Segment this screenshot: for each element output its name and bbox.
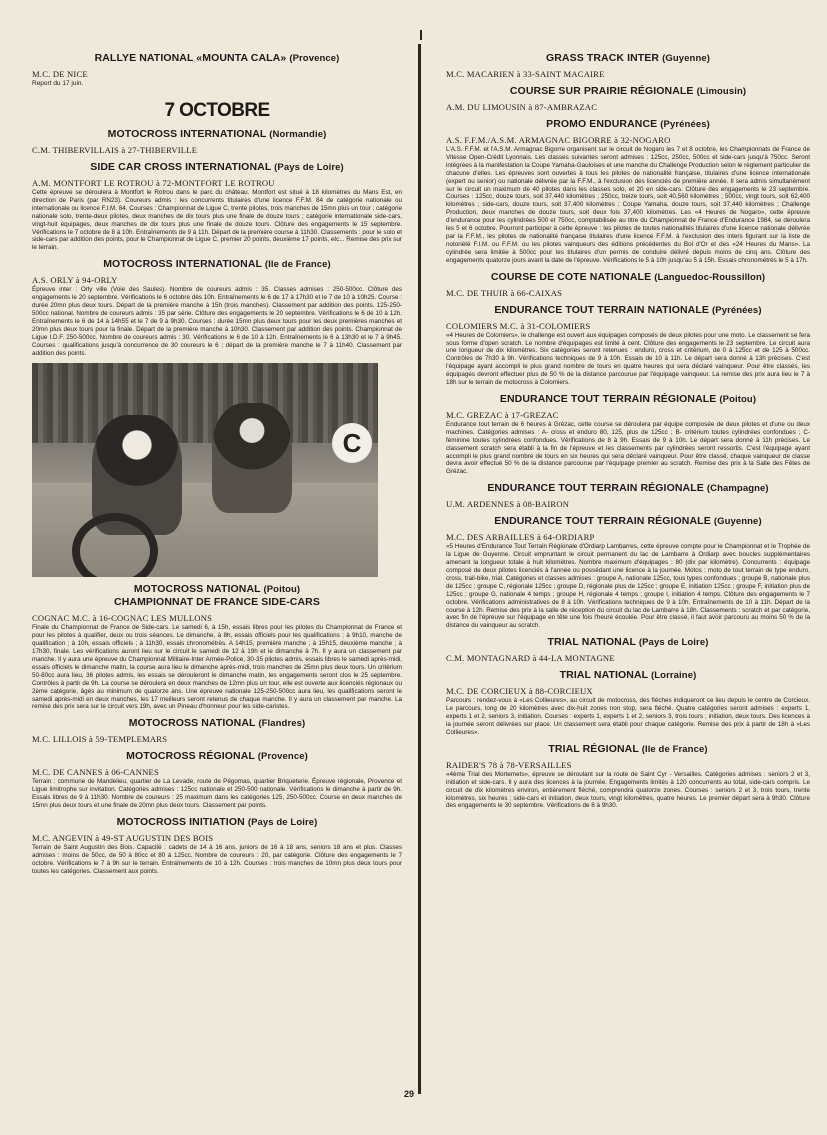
section-title-text: PROMO ENDURANCE (546, 118, 658, 130)
section-title-text: MOTOCROSS NATIONAL (128, 717, 256, 730)
section-title-text: COURSE SUR PRAIRIE RÉGIONALE (509, 85, 694, 97)
section-region: (Provence) (289, 53, 340, 64)
section-title-text: RALLYE NATIONAL «MOUNTA CALA» (94, 52, 287, 64)
section-region: (Flandres) (258, 718, 306, 730)
section-region: (Ile de France) (641, 743, 708, 755)
club-line: M.C. DE CORCIEUX à 88-CORCIEUX (446, 686, 593, 697)
section-region: (Pyrénées) (712, 304, 762, 316)
event-section (446, 118, 810, 265)
section-region: (Poitou) (719, 393, 757, 405)
section-title (32, 816, 402, 829)
left-column (32, 46, 402, 882)
event-section (32, 128, 402, 155)
photo-sign: C (332, 423, 372, 463)
section-title (446, 271, 810, 284)
event-section (446, 636, 810, 663)
section-title (32, 717, 402, 730)
event-section (32, 161, 402, 252)
section-title (32, 128, 402, 141)
section-body: «5 Heures d'Endurance Tout Terrain Régionale d'Ordiarp Lambarres, cette épreuve compte pour le Championnat et le Trophée de la Ligue de Guyenne. Circuit empruntant le circuit permanent du lac de Lambarre à Ordiarp avec boucles supplémentaires amenant la longueur totale à huit kilomètres. Nombre maximum d'équipages : 80 (dix par kilomètre). Concurrents : équipage composé de deux pilotes licenciés à l'année ou possédant une licence à la journée. Motos : moto de tout terrain de type enduro, cross, trail-bike, trial. Catégories et classes admises : groupe A, nationale 125cc, tous types confondues ; groupe B, nationale plus de 125cc ; groupe C, régionale 125cc ; groupe D, régionale plus de 125cc ; groupe E, initiation 125cc ; groupe F, initiation plus de 125cc ; groupe G, nationale 4 temps ; groupe H, régionale 4 temps ; groupe I, initiation 4 temps. Clôture des engagements le 7 octobre. Vérifications administratives de 8 à 10h. Vérifications techniques de 9 à 10h. Entraînements de 10 à 11h. Départ de la course à 12h. Remise des prix à la salle de réception du circuit du lac de Lambarre à 18h. Classements : scratch et par catégorie, avec fin de l'épreuve sur l'équipage en tête une fois l'heure écoulée. Pour être classé, il faut avoir parcouru au moins 50 % de la distance du vainqueur au scratch. (446, 543, 810, 630)
section-title (446, 52, 810, 65)
section-body: Cette épreuve se déroulera à Montfort le Rotrou dans le parc du château. Montfort est situé à 18 kilomètres du Mans Est, en direction de Paris (par RN23). Coureurs admis : les concurrents titulaires d'une licence F.F.M. 84 de catégorie nationale ou internationale ou licence F.I.M. 84. Courses : Championnat de Ligue C, trente pilotes, trois manches de 15mn plus un tour ; catégorie nationale solo, trente-deux pilotes, deux manches de dix tours plus une finale de douze tours ; catégorie internationale side-cars, vingt-huit équipages, deux manches de dix tours plus une finale de douze tours. Clôture des engagements le 15 septembre. Vérifications le 7 octobre de 8 à 10h. Entraînements de 9 à 11h. Départ de la première course à 11h30. Classements : pour le solo et side-cars par addition des points, pour le Championnat de Ligue C, premier 20 points, deuxième 17 points, etc... Remise des prix sur le terrain. (32, 189, 402, 252)
section-region: (Lorraine) (651, 670, 697, 682)
club-line: M.C. DE CANNES à 06-CANNES (32, 767, 159, 778)
photo-rider (212, 403, 292, 513)
section-body: «4 Heures de Colomiers», le challenge est ouvert aux équipages composés de deux pilotes pour une moto. Le classement se fera sous forme d'open scratch. Le nombre d'équipages est limité à cent. Clôture des engagements le 23 septembre. Le circuit aura une longueur de dix kilomètres. Six catégories seront retenues : enduro, cross et critérium, de 0 à 125cc et de 125 à 500cc. Contrôles de 7h30 à 9h. Vérifications techniques de 9 à 10h. Essais de 10 à 11h. Le départ sera donné à 13h précises. C'est l'équipage ayant accompli le plus grand nombre de tours en quatre heures qui sera déclaré vainqueur. Pour être classés, les équipages devront effectuer plus de 50 % de la distance parcourue par l'équipage vainqueur. La remise des prix aura lieu le 7 à 18h sur le terrain de motocross à Colomiers. (446, 331, 810, 387)
section-body: «4ème Trial des Mortemets», épreuve se déroulant sur la route de Saint Cyr - Versailles. Catégories admises : seniors 2 et 3, initiation et side-cars. Il y aura des licences à la journée. Engagements limités à 120 concurrents au total, side-cars compris. Le circuit de dix kilomètres environ, entièrement fléché, comprendra quatorze zones. Courses : seniors 2 et 3, trois tours, trente kilomètres, six heures ; side-cars et initiation, deux tours, vingt kilomètres, quatre heures. Le premier départ sera à 9h30. Clôture des engagements le 30 septembre. Vérifications de 8 à 9h30. (446, 770, 810, 810)
section-title-text: MOTOCROSS INITIATION (116, 816, 245, 828)
club-line: A.S. F.F.M./A.S.M. ARMAGNAC BIGORRE à 32-NOGARO (446, 135, 671, 145)
column-divider (418, 44, 421, 1094)
section-title (446, 118, 810, 131)
section-region: (Pays de Loire) (638, 637, 709, 649)
section-region: (Poitou) (263, 584, 301, 596)
section-region: (Pays de Loire) (247, 817, 318, 828)
section-body: Terrain : commune de Mandelieu, quartier de La Levade, route de Pégomas, quartier Briqueterie. Épreuve régionale, Provence et Ligue limitrophe sur invitation. Catégories admises : 125cc nationale et 250-500 nationale. Vérifications le dimanche à partir de 9h. Essais libres de 9 à 11h30. Nombre de coureurs : 25 maximum dans les catégories 125, 250-500cc. Course en deux manches de 15mn plus deux tours et une finale de 20mn plus deux tours. Classement par points. (32, 778, 402, 810)
event-section (446, 743, 810, 811)
section-title (32, 161, 402, 174)
section-title (446, 393, 810, 406)
club-line: M.C. DE THUIR à 66-CAIXAS (446, 287, 563, 298)
section-region: (Normandie) (269, 129, 327, 140)
club-line: C.M. THIBERVILLAIS à 27-THIBERVILLE (32, 145, 198, 155)
section-title-text: ENDURANCE TOUT TERRAIN RÉGIONALE (499, 392, 717, 405)
event-section (446, 515, 810, 630)
section-body: Parcours : rendez-vous à «Les Collieures», au circuit de motocross, des flèches indiqueront ce lieu depuis le centre de Corcieux. Le parcours, long de 20 kilomètres avec dix-huit zones non stop, sera fléché. Quatre catégories seront admises : experts 1, experts 1 et 2, seniors 3, initiation. Courses : experts 1, experts 1 et 2, seniors 3, trois tours ; initiation, deux tours. Des licences à la journée seront délivrées sur place. Un classement sera établi pour chaque catégorie. Remise des prix à partir de 18h à «Les Collieures». (446, 697, 810, 736)
section-title-text: MOTOCROSS INTERNATIONAL (107, 128, 267, 140)
club-line: COLOMIERS M.C. à 31-COLOMIERS (446, 320, 591, 331)
section-title-text: GRASS TRACK INTER (545, 52, 660, 64)
event-section (32, 258, 402, 357)
club-line: RAIDER'S 78 à 78-VERSAILLES (446, 759, 572, 770)
event-section (446, 669, 810, 737)
section-title (32, 750, 402, 763)
club-line: COGNAC M.C. à 16-COGNAC LES MULLONS (32, 613, 213, 624)
report-note: Report du 17 juin. (32, 80, 84, 87)
section-region: (Pyrénées) (660, 119, 710, 130)
club-line: C.M. MONTAGNARD à 44-LA MONTAGNE (446, 653, 615, 664)
club-line: M.C. DES ARBAILLES à 64-ORDIARP (446, 532, 595, 543)
section-body: Finale du Championnat de France de Side-cars. Le samedi 6, à 15h, essais libres pour les pilotes du Championnat de France et pour les pilotes à qualifier, deux ou trois séances. Le dimanche, à 8h, essais officiels pour les qualifications ; à 9h10, manche de qualification ; à 10h, essais officiels ; à 11h30, essais chronométrés. A 14h15, première manche ; à 15h15, deuxième manche ; à 17h30, finale. Les vérifications auront lieu sur le circuit le samedi de 12 à 19h et le dimanche à 7h. Il y aura un classement par manche. Il y aura une épreuve du Championnat Militaire-Inter Armée-Police, 30-35 pilotes admis, essais libres le samedi après-midi, essais officiels le dimanche matin, la course aura lieu le dimanche après-midi, trois manches de 25mn plus deux tours. Un critérium 50-80cc aura lieu, 36 pilotes admis, les essais se dérouleront le dimanche matin, les engagements seront clos le 25 septembre. Contrôles à partir de 9h. La course se déroulera en deux manches de 12mn plus un tour, elle est ouverte aux licenciés régionaux ou 2ème catégorie, âgés au minimum de quatorze ans. Une épreuve nationale 125-250-500cc aura lieu, les qualifications seront le samedi après-midi en deux manches, les 17 meilleurs seront retenus de chaque manche. Il y aura un classement par manche. La remise des prix sera sur le circuit vers 19h, avec un Pineau d'honneur pour les side-caristes. (32, 624, 402, 711)
page-number: 29 (404, 1089, 415, 1099)
section-title-text: TRIAL NATIONAL (559, 669, 648, 682)
rallye-section (32, 52, 402, 88)
section-region: (Languedoc-Roussillon) (654, 271, 766, 283)
section-title-text: COURSE DE COTE NATIONALE (490, 270, 652, 283)
photo-crowd (32, 363, 378, 443)
event-section (446, 304, 810, 387)
section-title-text: TRIAL RÉGIONAL (548, 742, 639, 755)
section-title (446, 482, 810, 495)
section-title-text: SIDE CAR CROSS INTERNATIONAL (90, 161, 272, 173)
section-title (446, 85, 810, 98)
event-section (446, 271, 810, 298)
section-title (446, 636, 810, 649)
photo-wheel (72, 513, 158, 577)
section-body: Terrain de Saint Augustin des Bois. Capacité : cadets de 14 à 16 ans, juniors de 16 à 18 ans, seniors 18 ans et plus. Classes admises : moins de 50cc, de 50 à 80cc et 80 à 125cc. Nombre de coureurs : 20, par catégorie. Clôture des engagements le 7 octobre. Vérifications le 7 à 9h sur le terrain. Entraînements de 10 à 12h. Courses : trois manches de 10mn plus deux tours pour toutes les catégories. Classement aux points. (32, 844, 402, 875)
section-title-text: MOTOCROSS INTERNATIONAL (103, 258, 262, 271)
section-title-text: MOTOCROSS RÉGIONAL (126, 750, 255, 763)
section-title-text: TRIAL NATIONAL (547, 636, 636, 649)
section-body: Épreuve inter : Orly ville (Voie des Saules). Nombre de coureurs admis : 35. Classes admises : 250-500cc. Clôture des engagements le 20 septembre. Vérifications le 6 octobre dès 10h. Entraînements le 6 de 17 à 17h30 et le 7 de 10 à 10h25. Course : durée 20mn plus deux tours. Départ de la première manche à 15h (trois manches). Classement par addition des points. 125-250-500cc national. Nombre de coureurs admis : 35 par série. Clôture des engagements le 20 septembre. Vérifications le 6 de 10 à 12h. Entraînements le 6 de 14 à 14h55 et le 7 de 9 à 9h30. Courses : durée 15mn plus deux tours pour les deux premières manches et 20mn plus deux tours pour la finale. Départ de la première manche à 10h30. Classement par addition des points. Championnat de Ligue I.D.F. 250-500cc. Nombre de coureurs admis : 30. Vérifications le 6 de 10 à 12h. Entraînements le 6 à 13h30 et le 7 à 9h45. Courses : qualifications jusqu'à concurrence de 30 coureurs le 6 ; départ de la première manche le 7 à 11h40. Classement par addition des points. (32, 286, 402, 357)
section-region: (Champagne) (706, 483, 769, 495)
club-line: A.M. MONTFORT LE ROTROU à 72-MONTFORT LE ROTROU (32, 178, 275, 188)
club-line: M.C. ANGEVIN à 49-ST AUGUSTIN DES BOIS (32, 833, 214, 843)
section-title (446, 669, 810, 682)
section-region: (Pays de Loire) (274, 162, 344, 173)
section-title-text: ENDURANCE TOUT TERRAIN RÉGIONALE (494, 515, 711, 528)
event-section (32, 816, 402, 876)
section-title (446, 743, 810, 756)
club-line: M.C. GREZAC à 17-GREZAC (446, 409, 559, 420)
right-column (446, 46, 810, 816)
club-line: A.M. DU LIMOUSIN à 87-AMBRAZAC (446, 102, 598, 112)
section-title-text: ENDURANCE TOUT TERRAIN NATIONALE (494, 303, 709, 316)
club-line: M.C. LILLOIS à 59-TEMPLEMARS (32, 734, 168, 745)
section-title-text: ENDURANCE TOUT TERRAIN RÉGIONALE (487, 482, 704, 495)
section-title (446, 304, 810, 317)
section-region: (Limousin) (696, 86, 747, 97)
section-region: (Provence) (257, 751, 308, 763)
section-region: (Ile de France) (264, 259, 331, 271)
column-rule-top (420, 30, 422, 40)
club-line: M.C. MACARIEN à 33-SAINT MACAIRE (446, 69, 605, 79)
event-section (32, 583, 402, 711)
section-title (32, 258, 402, 271)
event-section (446, 393, 810, 476)
event-section (32, 717, 402, 744)
event-section (446, 85, 810, 112)
section-title (446, 515, 810, 528)
club-line: M.C. DE NICE (32, 69, 88, 79)
section-body: Endurance tout terrain de 6 heures à Grézac, cette course se déroulera par équipe composée de deux pilotes et d'une ou deux machines. Catégories admises : A- cross et enduro 80, 125, plus de 125cc ; B- critérium toutes cylindrées confondues ; C- féminine toutes cylindrées confondues. Vérifications de 8 à 9h. Essais de 9 à 10h. Le départ sera donné à 11h précises. Le classement scratch sera établi à la fin de l'épreuve et les classements par cylindrées seront ressortis. C'est l'équipage ayant accompli le plus grand nombre de tours en six heures qui sera déclaré vainqueur. Pour être classé, chaque vainqueur de classe devra avoir effectué 50 % de la distance parcourue par l'équipage premier au scratch. Remise des prix à la Salle des Fêtes de Grézac. (446, 420, 810, 476)
event-section (446, 482, 810, 509)
section-title-text: MOTOCROSS NATIONAL (133, 583, 261, 596)
section-region: (Guyenne) (713, 516, 762, 528)
section-body: L'A.S. F.F.M. et l'A.S.M. Armagnac Bigorre organisent sur le circuit de Nogaro les 7 et 8 octobre, les Championnats de France de Vitesse Open-Crédit Lyonnais. Les classes suivantes seront admises : 125cc, 250cc, 500cc et side-cars jusqu'à 750cc. Seront intégrées à la manifestation la Coupe Yamaha-Gauloises et une manche du Challenge Production selon le règlement particulier de chacune d'elles. Les épreuves sont ouvertes à tous les pilotes de nationalité française, titulaires d'une licence internationale (expert ou senior) ou nationale délivrée par la F.F.M., à l'exclusion des licenciés de première année. Il sera admis simultanément sur le circuit un maximum de 40 pilotes dans les classes solo, et 20 en side-cars. Clôture des engagements le 23 septembre. Courses : 125cc, douze tours, soit 37,440 kilomètres ; 250cc, treize tours, soit 40,560 kilomètres ; 500cc, vingt tours, soit 62,400 kilomètres ; side-cars, douze tours, soit 37,400 kilomètres ; Coupe Yamaha, douze tours, soit 37,440 kilomètres ; Challenge Production, deux manches de douze tours, soit deux fois 37,400 kilomètres. Les «4 Heures de Nogaro», cette épreuve d'endurance pour les cylindrées 500 et 750cc, comptabilisée au titre du Championnat de France d'Endurance 1984, se déroulera les 5 et 6 octobre. Pourront participer à cette épreuve : les pilotes de toutes nationalités titulaires d'une licence nationale délivrée par la F.F.M., les pilotes de nationalité française titulaires d'une licence F.F.M. à l'exclusion des inters figurant sur la liste de notoriété F.I.M. ou F.F.M. ou les pilotes vainqueurs des éditions précédentes du Bol d'Or et des «24 Heures du Mans». La cylindrée sera limitée à 500cc pour les titulaires d'un permis de conduire délivré depuis moins de cinq ans. Clôture des engagements quatorze jours avant la date de l'épreuve. Vérifications le 5 à 10h jusqu'au 5 à 15h. Essais chronométrés le 5 à 17h. (446, 146, 810, 264)
event-section (32, 750, 402, 810)
date-heading: 7 OCTOBRE (164, 100, 270, 121)
motocross-photo (32, 363, 378, 577)
section-title (32, 583, 402, 609)
event-section (446, 52, 810, 79)
club-line: U.M. ARDENNES à 08-BAIRON (446, 499, 570, 510)
club-line: A.S. ORLY à 94-ORLY (32, 275, 118, 286)
section-region: (Guyenne) (662, 53, 711, 64)
section-subtitle: CHAMPIONNAT DE FRANCE SIDE-CARS (114, 596, 320, 609)
section-title (32, 52, 402, 65)
